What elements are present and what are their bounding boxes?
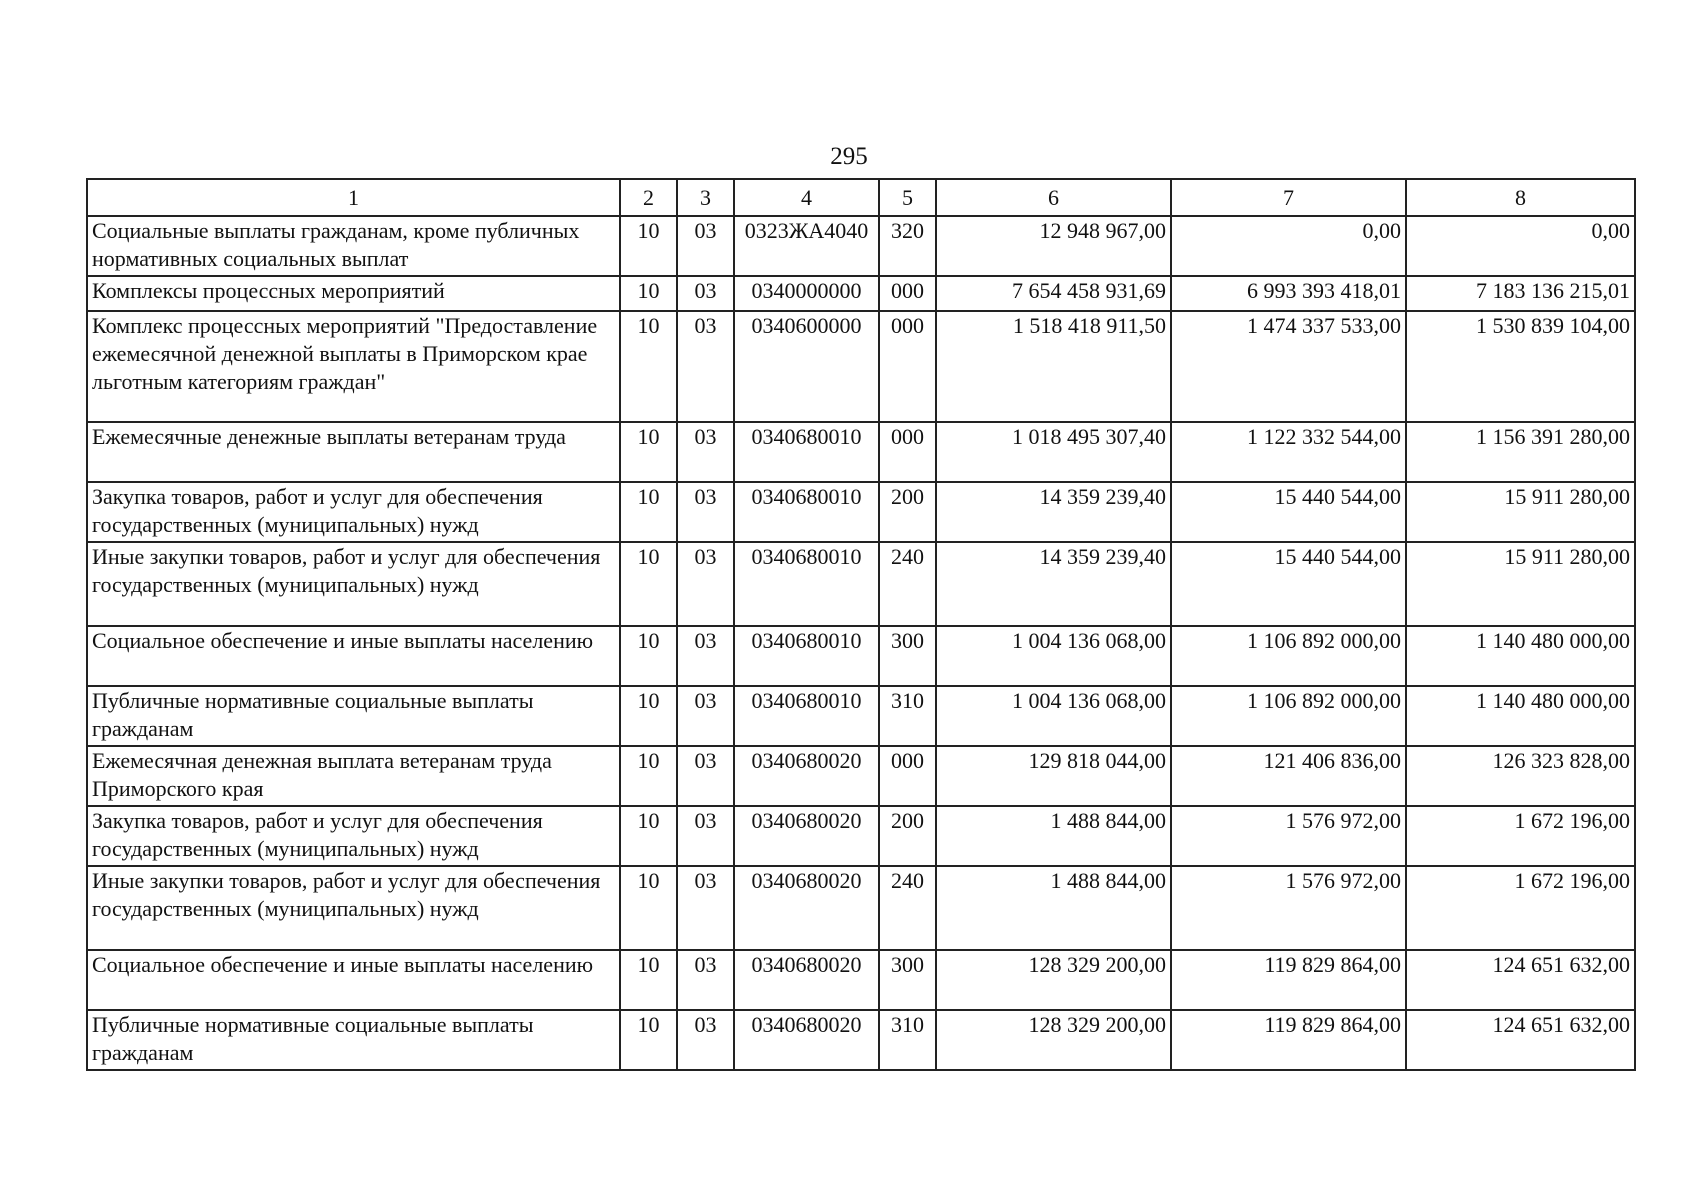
section-code-cell: 10 bbox=[620, 482, 677, 542]
page-number: 295 bbox=[830, 143, 868, 170]
amount-col7-cell: 1 474 337 533,00 bbox=[1171, 311, 1406, 422]
column-header: 5 bbox=[879, 179, 936, 216]
target-article-code-cell: 0340680020 bbox=[734, 950, 879, 1010]
table-row bbox=[87, 686, 1635, 746]
column-header: 8 bbox=[1406, 179, 1635, 216]
section-code-cell: 10 bbox=[620, 626, 677, 686]
column-header: 1 bbox=[87, 179, 620, 216]
section-code-cell: 10 bbox=[620, 311, 677, 422]
row-name-cell: Социальные выплаты гражданам, кроме публичных нормативных социальных выплат bbox=[87, 216, 620, 276]
section-code-cell: 10 bbox=[620, 542, 677, 626]
row-name-cell: Закупка товаров, работ и услуг для обеспечения государственных (муниципальных) нужд bbox=[87, 806, 620, 866]
target-article-code-cell: 0340680010 bbox=[734, 422, 879, 482]
table-row bbox=[87, 746, 1635, 806]
amount-col8-cell: 1 672 196,00 bbox=[1406, 866, 1635, 950]
row-name-cell: Иные закупки товаров, работ и услуг для обеспечения государственных (муниципальных) нужд bbox=[87, 866, 620, 950]
subsection-code-cell: 03 bbox=[677, 311, 734, 422]
column-header: 4 bbox=[734, 179, 879, 216]
row-name-cell: Комплекс процессных мероприятий "Предоставление ежемесячной денежной выплаты в Приморском крае льготным категориям граждан" bbox=[87, 311, 620, 422]
subsection-code-cell: 03 bbox=[677, 866, 734, 950]
row-name-cell: Ежемесячная денежная выплата ветеранам труда Приморского края bbox=[87, 746, 620, 806]
amount-col8-cell: 1 140 480 000,00 bbox=[1406, 686, 1635, 746]
column-header: 6 bbox=[936, 179, 1171, 216]
subsection-code-cell: 03 bbox=[677, 686, 734, 746]
table-row bbox=[87, 276, 1635, 311]
section-code-cell: 10 bbox=[620, 806, 677, 866]
table-row bbox=[87, 542, 1635, 626]
subsection-code-cell: 03 bbox=[677, 626, 734, 686]
section-code-cell: 10 bbox=[620, 950, 677, 1010]
amount-col8-cell: 126 323 828,00 bbox=[1406, 746, 1635, 806]
amount-col7-cell: 15 440 544,00 bbox=[1171, 482, 1406, 542]
column-header: 3 bbox=[677, 179, 734, 216]
amount-col8-cell: 1 672 196,00 bbox=[1406, 806, 1635, 866]
amount-col8-cell: 124 651 632,00 bbox=[1406, 950, 1635, 1010]
row-name-cell: Комплексы процессных мероприятий bbox=[87, 276, 620, 311]
expense-type-code-cell: 320 bbox=[879, 216, 936, 276]
amount-col8-cell: 0,00 bbox=[1406, 216, 1635, 276]
amount-col7-cell: 121 406 836,00 bbox=[1171, 746, 1406, 806]
amount-col6-cell: 1 488 844,00 bbox=[936, 806, 1171, 866]
amount-col7-cell: 119 829 864,00 bbox=[1171, 1010, 1406, 1070]
section-code-cell: 10 bbox=[620, 422, 677, 482]
section-code-cell: 10 bbox=[620, 866, 677, 950]
amount-col6-cell: 1 518 418 911,50 bbox=[936, 311, 1171, 422]
subsection-code-cell: 03 bbox=[677, 216, 734, 276]
target-article-code-cell: 0340680010 bbox=[734, 482, 879, 542]
table-row bbox=[87, 806, 1635, 866]
amount-col8-cell: 15 911 280,00 bbox=[1406, 482, 1635, 542]
amount-col8-cell: 124 651 632,00 bbox=[1406, 1010, 1635, 1070]
target-article-code-cell: 0340680020 bbox=[734, 746, 879, 806]
subsection-code-cell: 03 bbox=[677, 542, 734, 626]
expense-type-code-cell: 300 bbox=[879, 626, 936, 686]
amount-col8-cell: 1 140 480 000,00 bbox=[1406, 626, 1635, 686]
column-header: 2 bbox=[620, 179, 677, 216]
table-row bbox=[87, 626, 1635, 686]
target-article-code-cell: 0340680010 bbox=[734, 686, 879, 746]
amount-col6-cell: 12 948 967,00 bbox=[936, 216, 1171, 276]
budget-table bbox=[86, 178, 1636, 1071]
amount-col7-cell: 1 576 972,00 bbox=[1171, 866, 1406, 950]
amount-col7-cell: 15 440 544,00 bbox=[1171, 542, 1406, 626]
amount-col6-cell: 14 359 239,40 bbox=[936, 482, 1171, 542]
row-name-cell: Публичные нормативные социальные выплаты гражданам bbox=[87, 1010, 620, 1070]
expense-type-code-cell: 000 bbox=[879, 422, 936, 482]
expense-type-code-cell: 240 bbox=[879, 866, 936, 950]
expense-type-code-cell: 200 bbox=[879, 482, 936, 542]
row-name-cell: Социальное обеспечение и иные выплаты населению bbox=[87, 950, 620, 1010]
table-row bbox=[87, 311, 1635, 422]
target-article-code-cell: 0340680010 bbox=[734, 626, 879, 686]
amount-col8-cell: 1 156 391 280,00 bbox=[1406, 422, 1635, 482]
amount-col8-cell: 7 183 136 215,01 bbox=[1406, 276, 1635, 311]
amount-col6-cell: 7 654 458 931,69 bbox=[936, 276, 1171, 311]
table-row bbox=[87, 216, 1635, 276]
target-article-code-cell: 0340600000 bbox=[734, 311, 879, 422]
target-article-code-cell: 0340680010 bbox=[734, 542, 879, 626]
amount-col8-cell: 1 530 839 104,00 bbox=[1406, 311, 1635, 422]
expense-type-code-cell: 000 bbox=[879, 746, 936, 806]
section-code-cell: 10 bbox=[620, 746, 677, 806]
target-article-code-cell: 0340680020 bbox=[734, 866, 879, 950]
target-article-code-cell: 0340000000 bbox=[734, 276, 879, 311]
amount-col7-cell: 1 106 892 000,00 bbox=[1171, 626, 1406, 686]
amount-col7-cell: 1 106 892 000,00 bbox=[1171, 686, 1406, 746]
expense-type-code-cell: 000 bbox=[879, 311, 936, 422]
row-name-cell: Публичные нормативные социальные выплаты гражданам bbox=[87, 686, 620, 746]
amount-col6-cell: 128 329 200,00 bbox=[936, 1010, 1171, 1070]
table-row bbox=[87, 422, 1635, 482]
amount-col6-cell: 129 818 044,00 bbox=[936, 746, 1171, 806]
table-row bbox=[87, 866, 1635, 950]
expense-type-code-cell: 000 bbox=[879, 276, 936, 311]
row-name-cell: Закупка товаров, работ и услуг для обеспечения государственных (муниципальных) нужд bbox=[87, 482, 620, 542]
subsection-code-cell: 03 bbox=[677, 422, 734, 482]
expense-type-code-cell: 300 bbox=[879, 950, 936, 1010]
row-name-cell: Иные закупки товаров, работ и услуг для обеспечения государственных (муниципальных) нужд bbox=[87, 542, 620, 626]
subsection-code-cell: 03 bbox=[677, 276, 734, 311]
target-article-code-cell: 0323ЖА4040 bbox=[734, 216, 879, 276]
amount-col6-cell: 1 018 495 307,40 bbox=[936, 422, 1171, 482]
expense-type-code-cell: 200 bbox=[879, 806, 936, 866]
amount-col8-cell: 15 911 280,00 bbox=[1406, 542, 1635, 626]
subsection-code-cell: 03 bbox=[677, 482, 734, 542]
amount-col7-cell: 1 122 332 544,00 bbox=[1171, 422, 1406, 482]
expense-type-code-cell: 240 bbox=[879, 542, 936, 626]
amount-col7-cell: 119 829 864,00 bbox=[1171, 950, 1406, 1010]
amount-col6-cell: 128 329 200,00 bbox=[936, 950, 1171, 1010]
target-article-code-cell: 0340680020 bbox=[734, 1010, 879, 1070]
table-row bbox=[87, 482, 1635, 542]
amount-col6-cell: 1 004 136 068,00 bbox=[936, 626, 1171, 686]
amount-col6-cell: 14 359 239,40 bbox=[936, 542, 1171, 626]
subsection-code-cell: 03 bbox=[677, 1010, 734, 1070]
row-name-cell: Социальное обеспечение и иные выплаты населению bbox=[87, 626, 620, 686]
table-row bbox=[87, 950, 1635, 1010]
amount-col6-cell: 1 004 136 068,00 bbox=[936, 686, 1171, 746]
subsection-code-cell: 03 bbox=[677, 746, 734, 806]
amount-col6-cell: 1 488 844,00 bbox=[936, 866, 1171, 950]
expense-type-code-cell: 310 bbox=[879, 1010, 936, 1070]
section-code-cell: 10 bbox=[620, 686, 677, 746]
target-article-code-cell: 0340680020 bbox=[734, 806, 879, 866]
section-code-cell: 10 bbox=[620, 1010, 677, 1070]
row-name-cell: Ежемесячные денежные выплаты ветеранам труда bbox=[87, 422, 620, 482]
table-body bbox=[87, 216, 1635, 1070]
table-row bbox=[87, 1010, 1635, 1070]
amount-col7-cell: 0,00 bbox=[1171, 216, 1406, 276]
column-header: 7 bbox=[1171, 179, 1406, 216]
section-code-cell: 10 bbox=[620, 276, 677, 311]
section-code-cell: 10 bbox=[620, 216, 677, 276]
subsection-code-cell: 03 bbox=[677, 950, 734, 1010]
header-row bbox=[87, 179, 1635, 216]
expense-type-code-cell: 310 bbox=[879, 686, 936, 746]
amount-col7-cell: 6 993 393 418,01 bbox=[1171, 276, 1406, 311]
amount-col7-cell: 1 576 972,00 bbox=[1171, 806, 1406, 866]
subsection-code-cell: 03 bbox=[677, 806, 734, 866]
